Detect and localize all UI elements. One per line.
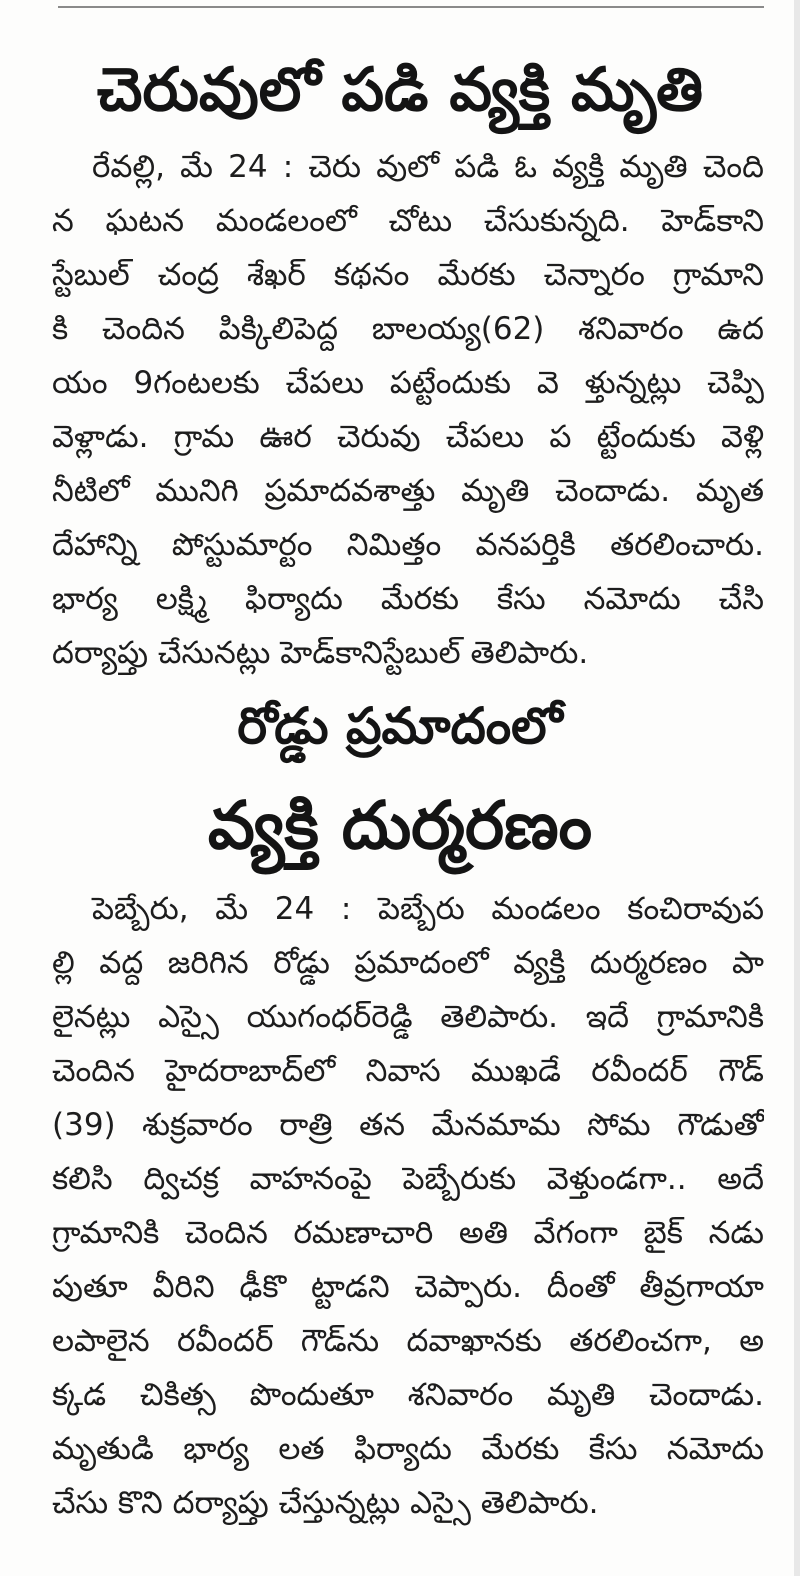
article-2-line: ల్లి వద్ద జరిగిన రోడ్డు ప్రమాదంలో వ్యక్తి దుర్మరణం పా	[52, 945, 764, 981]
article-1-line: రేవల్లి, మే 24 : చెరు వులో పడి ఓ వ్యక్తి మృతి చెంది	[92, 149, 764, 185]
article-1-headline: చెరువులో పడి వ్యక్తి మృతి	[96, 55, 704, 125]
article-2-line: మృతుడి భార్య లత ఫిర్యాదు మేరకు కేసు నమోదు	[52, 1431, 764, 1467]
article-2-line: కలిసి ద్విచక్ర వాహనంపై పెబ్బేరుకు వెళ్తుండగా.. అదే	[52, 1161, 764, 1197]
article-2-line: చెందిన హైదరాబాద్‌లో నివాస ముఖడే రవీందర్ గౌడ్	[52, 1053, 764, 1089]
article-2-line: గ్రామానికి చెందిన రమణాచారి అతి వేగంగా బైక్ నడు	[52, 1215, 764, 1251]
article-1-line: నీటిలో మునిగి ప్రమాదవశాత్తు మృతి చెందాడు. మృత	[52, 473, 764, 509]
article-1-body	[52, 140, 764, 680]
article-2-line: చేసు కొని దర్యాప్తు చేస్తున్నట్లు ఎస్సై తెలిపారు.	[52, 1485, 599, 1521]
article-2-line: లపాలైన రవీందర్ గౌడ్‌ను దవాఖానకు తరలించగా, అ	[52, 1323, 764, 1359]
article-2-headline-line-1: రోడ్డు ప్రమాదంలో	[237, 697, 563, 755]
page-edge-shadow	[794, 0, 800, 1576]
article-2-line: పుతూ వీరిని ఢీకొ ట్టాడని చెప్పారు. దీంతో తీవ్రగాయా	[52, 1269, 764, 1305]
article-1-line: స్టేబుల్ చంద్ర శేఖర్ కథనం మేరకు చెన్నారం గ్రామాని	[52, 257, 764, 293]
article-2-line: (39) శుక్రవారం రాత్రి తన మేనమామ సోమ గౌడుతో	[52, 1107, 764, 1143]
article-1-line: దేహాన్ని పోస్టుమార్టం నిమిత్తం వనపర్తికి తరలించారు.	[52, 527, 764, 563]
article-1-line: యం 9గంటలకు చేపలు పట్టేందుకు వె ళ్తున్నట్లు చెప్పి	[52, 365, 764, 401]
top-divider	[58, 6, 764, 8]
article-1-line: వెళ్లాడు. గ్రామ ఊర చెరువు చేపలు ప ట్టేందుకు వెళ్లి	[52, 419, 764, 455]
article-2-body	[52, 882, 764, 1530]
article-1-line: దర్యాప్తు చేసునట్లు హెడ్‌కానిస్టేబుల్ తెలిపారు.	[52, 635, 589, 671]
article-2-line: పెబ్బేరు, మే 24 : పెబ్బేరు మండలం కంచిరావుప	[92, 891, 764, 927]
article-2-line: లైనట్లు ఎస్సై యుగంధర్‌రెడ్డి తెలిపారు. ఇదే గ్రామానికి	[52, 999, 764, 1035]
article-1-line: న ఘటన మండలంలో చోటు చేసుకున్నది. హెడ్‌కాని	[52, 203, 764, 239]
article-1-line: భార్య లక్ష్మి ఫిర్యాదు మేరకు కేసు నమోదు చేసి	[52, 581, 764, 617]
article-1-line: కి చెందిన పిక్కిలిపెద్ద బాలయ్య(62) శనివారం ఉద	[52, 311, 764, 347]
article-2-headline-line-2: వ్యక్తి దుర్మరణం	[207, 787, 593, 864]
article-2-line: క్కడ చికిత్స పొందుతూ శనివారం మృతి చెందాడు.	[52, 1377, 764, 1413]
